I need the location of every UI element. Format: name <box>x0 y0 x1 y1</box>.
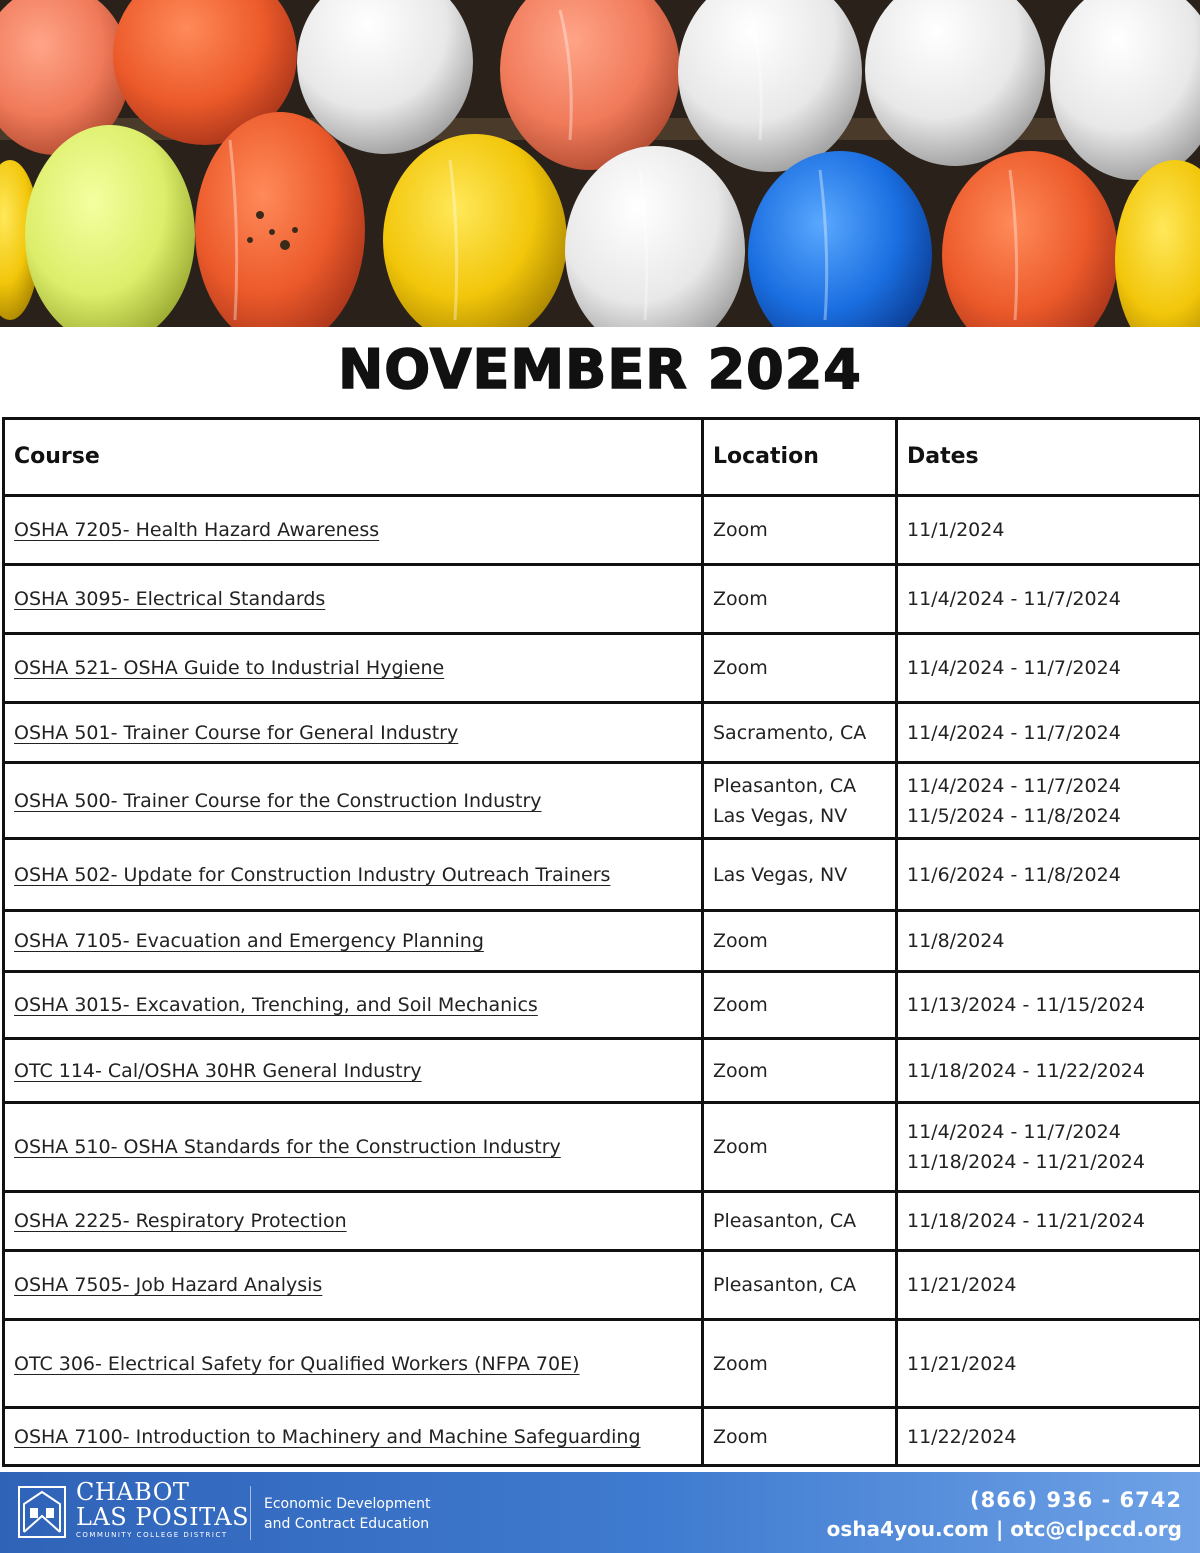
location-text: Zoom <box>713 1352 768 1375</box>
course-link[interactable]: OSHA 7105- Evacuation and Emergency Planning <box>14 930 484 952</box>
dates-cell <box>897 1408 1200 1466</box>
location-cell <box>703 1039 897 1103</box>
location-text: Sacramento, CA <box>713 721 867 744</box>
location-cell <box>703 565 897 634</box>
dates-text: 11/4/2024 - 11/7/2024 <box>907 721 1121 744</box>
contact-info <box>827 1486 1182 1544</box>
dates-text: 11/22/2024 <box>907 1425 1017 1448</box>
course-link[interactable]: OTC 306- Electrical Safety for Qualified Workers (NFPA 70E) <box>14 1352 580 1375</box>
logo-line-1: CHABOT <box>76 1478 190 1506</box>
course-cell <box>4 1103 703 1192</box>
dates-text: 11/18/2024 - 11/21/2024 <box>907 1210 1145 1232</box>
table-row <box>4 911 1200 972</box>
dates-cell <box>897 703 1200 763</box>
location-text: Zoom <box>713 1059 768 1082</box>
course-link[interactable]: OSHA 7205- Health Hazard Awareness <box>14 519 380 541</box>
table-row <box>4 1103 1200 1192</box>
chabot-las-positas-logo-icon <box>18 1486 66 1538</box>
course-link[interactable]: OSHA 501- Trainer Course for General Industry <box>14 721 459 744</box>
course-cell <box>4 565 703 634</box>
dates-text: 11/5/2024 - 11/8/2024 <box>907 804 1121 827</box>
department-line-1: Economic Development <box>264 1496 431 1512</box>
dates-text: 11/8/2024 <box>907 930 1005 952</box>
dates-text: 11/18/2024 - 11/21/2024 <box>907 1151 1145 1173</box>
course-cell <box>4 1192 703 1251</box>
dates-text: 11/1/2024 <box>907 519 1005 541</box>
logo-wordmark <box>76 1480 249 1539</box>
course-cell <box>4 763 703 839</box>
location-cell <box>703 1251 897 1320</box>
table-row <box>4 496 1200 565</box>
logo-line-3: COMMUNITY COLLEGE DISTRICT <box>76 1531 228 1539</box>
table-row <box>4 1320 1200 1408</box>
course-link[interactable]: OSHA 500- Trainer Course for the Construction Industry <box>14 789 542 812</box>
location-text: Zoom <box>713 994 768 1016</box>
location-cell <box>703 634 897 703</box>
location-cell <box>703 763 897 839</box>
dates-cell <box>897 839 1200 911</box>
location-cell <box>703 972 897 1039</box>
table-row <box>4 703 1200 763</box>
location-text: Zoom <box>713 1425 768 1448</box>
course-cell <box>4 703 703 763</box>
dates-cell <box>897 1192 1200 1251</box>
location-text: Zoom <box>713 588 768 610</box>
course-cell <box>4 1408 703 1466</box>
dates-cell <box>897 634 1200 703</box>
course-cell <box>4 1039 703 1103</box>
website-link[interactable]: osha4you.com <box>826 1517 990 1541</box>
location-cell <box>703 496 897 565</box>
table-row <box>4 1408 1200 1466</box>
department-line-2: and Contract Education <box>264 1516 430 1532</box>
dates-cell <box>897 763 1200 839</box>
location-text: Pleasanton, CA <box>713 1210 857 1232</box>
location-text: Zoom <box>713 1136 768 1158</box>
course-link[interactable]: OTC 114- Cal/OSHA 30HR General Industry <box>14 1059 422 1082</box>
course-link[interactable]: OSHA 3095- Electrical Standards <box>14 588 326 610</box>
footer-divider <box>250 1486 251 1540</box>
phone-number[interactable]: (866) 936 - 6742 <box>970 1488 1182 1512</box>
table-row <box>4 1251 1200 1320</box>
dates-cell <box>897 1103 1200 1192</box>
location-cell <box>703 1192 897 1251</box>
dates-text: 11/13/2024 - 11/15/2024 <box>907 994 1145 1016</box>
course-link[interactable]: OSHA 502- Update for Construction Industry Outreach Trainers <box>14 863 611 886</box>
table-row <box>4 839 1200 911</box>
header-location: Location <box>703 419 897 496</box>
course-link[interactable]: OSHA 521- OSHA Guide to Industrial Hygiene <box>14 657 445 679</box>
location-text: Las Vegas, NV <box>713 804 848 827</box>
course-cell <box>4 634 703 703</box>
location-cell <box>703 703 897 763</box>
web-email-line <box>827 1514 1182 1544</box>
header-course: Course <box>4 419 703 496</box>
location-text: Zoom <box>713 519 768 541</box>
course-cell <box>4 839 703 911</box>
location-cell <box>703 1320 897 1408</box>
table-row <box>4 634 1200 703</box>
course-cell <box>4 496 703 565</box>
course-link[interactable]: OSHA 3015- Excavation, Trenching, and Soil Mechanics <box>14 994 538 1016</box>
course-schedule-table <box>2 417 1200 1467</box>
table-row <box>4 972 1200 1039</box>
dates-text: 11/4/2024 - 11/7/2024 <box>907 657 1121 679</box>
hero-hard-hats-image <box>0 0 1200 327</box>
dates-text: 11/21/2024 <box>907 1274 1017 1296</box>
dates-cell <box>897 1251 1200 1320</box>
location-cell <box>703 1103 897 1192</box>
location-cell <box>703 1408 897 1466</box>
dates-cell <box>897 1039 1200 1103</box>
email-link[interactable]: otc@clpccd.org <box>1010 1517 1182 1541</box>
dates-text: 11/4/2024 - 11/7/2024 <box>907 588 1121 610</box>
department-name <box>264 1494 430 1534</box>
dates-cell <box>897 496 1200 565</box>
dates-text: 11/4/2024 - 11/7/2024 <box>907 1121 1121 1143</box>
course-cell <box>4 1320 703 1408</box>
location-text: Pleasanton, CA <box>713 774 857 797</box>
dates-text: 11/4/2024 - 11/7/2024 <box>907 774 1121 797</box>
footer <box>0 1472 1200 1553</box>
course-link[interactable]: OSHA 2225- Respiratory Protection <box>14 1210 347 1232</box>
table-row <box>4 1192 1200 1251</box>
dates-text: 11/6/2024 - 11/8/2024 <box>907 863 1121 886</box>
dates-cell <box>897 1320 1200 1408</box>
location-text: Zoom <box>713 657 768 679</box>
table-row <box>4 763 1200 839</box>
table-row <box>4 1039 1200 1103</box>
location-text: Las Vegas, NV <box>713 863 848 886</box>
course-cell <box>4 972 703 1039</box>
page-title: NOVEMBER 2024 <box>338 338 862 401</box>
header-dates: Dates <box>897 419 1200 496</box>
logo-line-2: LAS POSITAS <box>76 1503 250 1531</box>
location-text: Zoom <box>713 930 768 952</box>
table-header-row <box>4 419 1200 496</box>
location-cell <box>703 839 897 911</box>
course-link[interactable]: OSHA 7505- Job Hazard Analysis <box>14 1274 323 1296</box>
course-cell <box>4 911 703 972</box>
dates-cell <box>897 565 1200 634</box>
course-link[interactable]: OSHA 510- OSHA Standards for the Construction Industry <box>14 1136 561 1158</box>
contact-separator: | <box>995 1517 1004 1541</box>
location-text: Pleasanton, CA <box>713 1274 857 1296</box>
dates-cell <box>897 972 1200 1039</box>
course-link[interactable]: OSHA 7100- Introduction to Machinery and Machine Safeguarding <box>14 1425 641 1448</box>
dates-text: 11/21/2024 <box>907 1352 1017 1375</box>
dates-cell <box>897 911 1200 972</box>
table-row <box>4 565 1200 634</box>
dates-text: 11/18/2024 - 11/22/2024 <box>907 1059 1145 1082</box>
location-cell <box>703 911 897 972</box>
course-cell <box>4 1251 703 1320</box>
